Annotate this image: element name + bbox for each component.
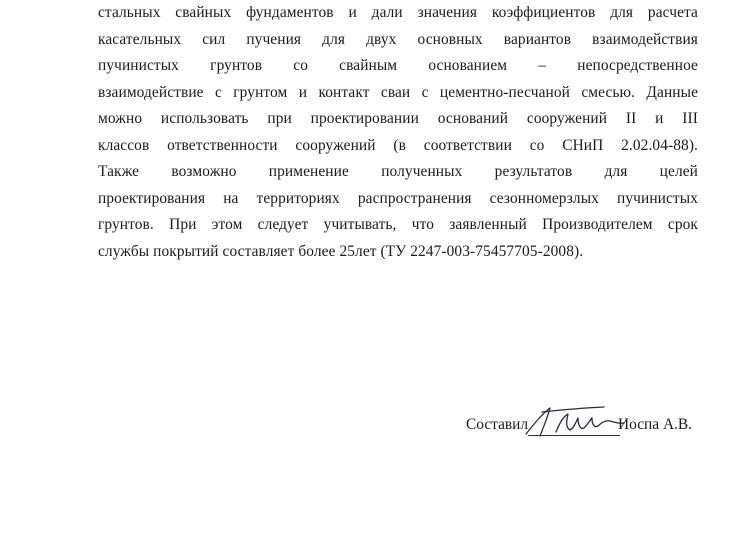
text-line: пучинистых грунтов со свайным основанием – непосредственное <box>98 57 698 74</box>
text-line: взаимодействие с грунтом и контакт сваи с цементно-песчаной смесью. Данные <box>98 83 698 101</box>
signatory-name: Иоспа А.В. <box>618 416 693 433</box>
text-line: службы покрытий составляет более 25лет (ТУ 2247-003-75457705-2008). <box>98 242 584 260</box>
handwritten-signature <box>520 402 630 442</box>
signature-block <box>466 408 716 448</box>
text-line: можно использовать при проектировании оснований сооружений II и III <box>98 110 698 127</box>
text-line: стальных свайных фундаментов и дали значения коэффициентов для расчета <box>98 4 698 21</box>
document-body <box>98 0 698 265</box>
text-line: грунтов. При этом следует учитывать, что заявленный Производителем срок <box>98 216 698 233</box>
text-line: классов ответственности сооружений (в соответствии со СНиП 2.02.04-88). <box>98 136 698 154</box>
signature-label: Составил <box>466 416 529 433</box>
text-line: касательных сил пучения для двух основных вариантов взаимодействия <box>98 30 698 48</box>
text-line: проектирования на территориях распространения сезонномерзлых пучинистых <box>98 189 698 207</box>
text-line: Также возможно применение полученных результатов для целей <box>98 163 698 180</box>
